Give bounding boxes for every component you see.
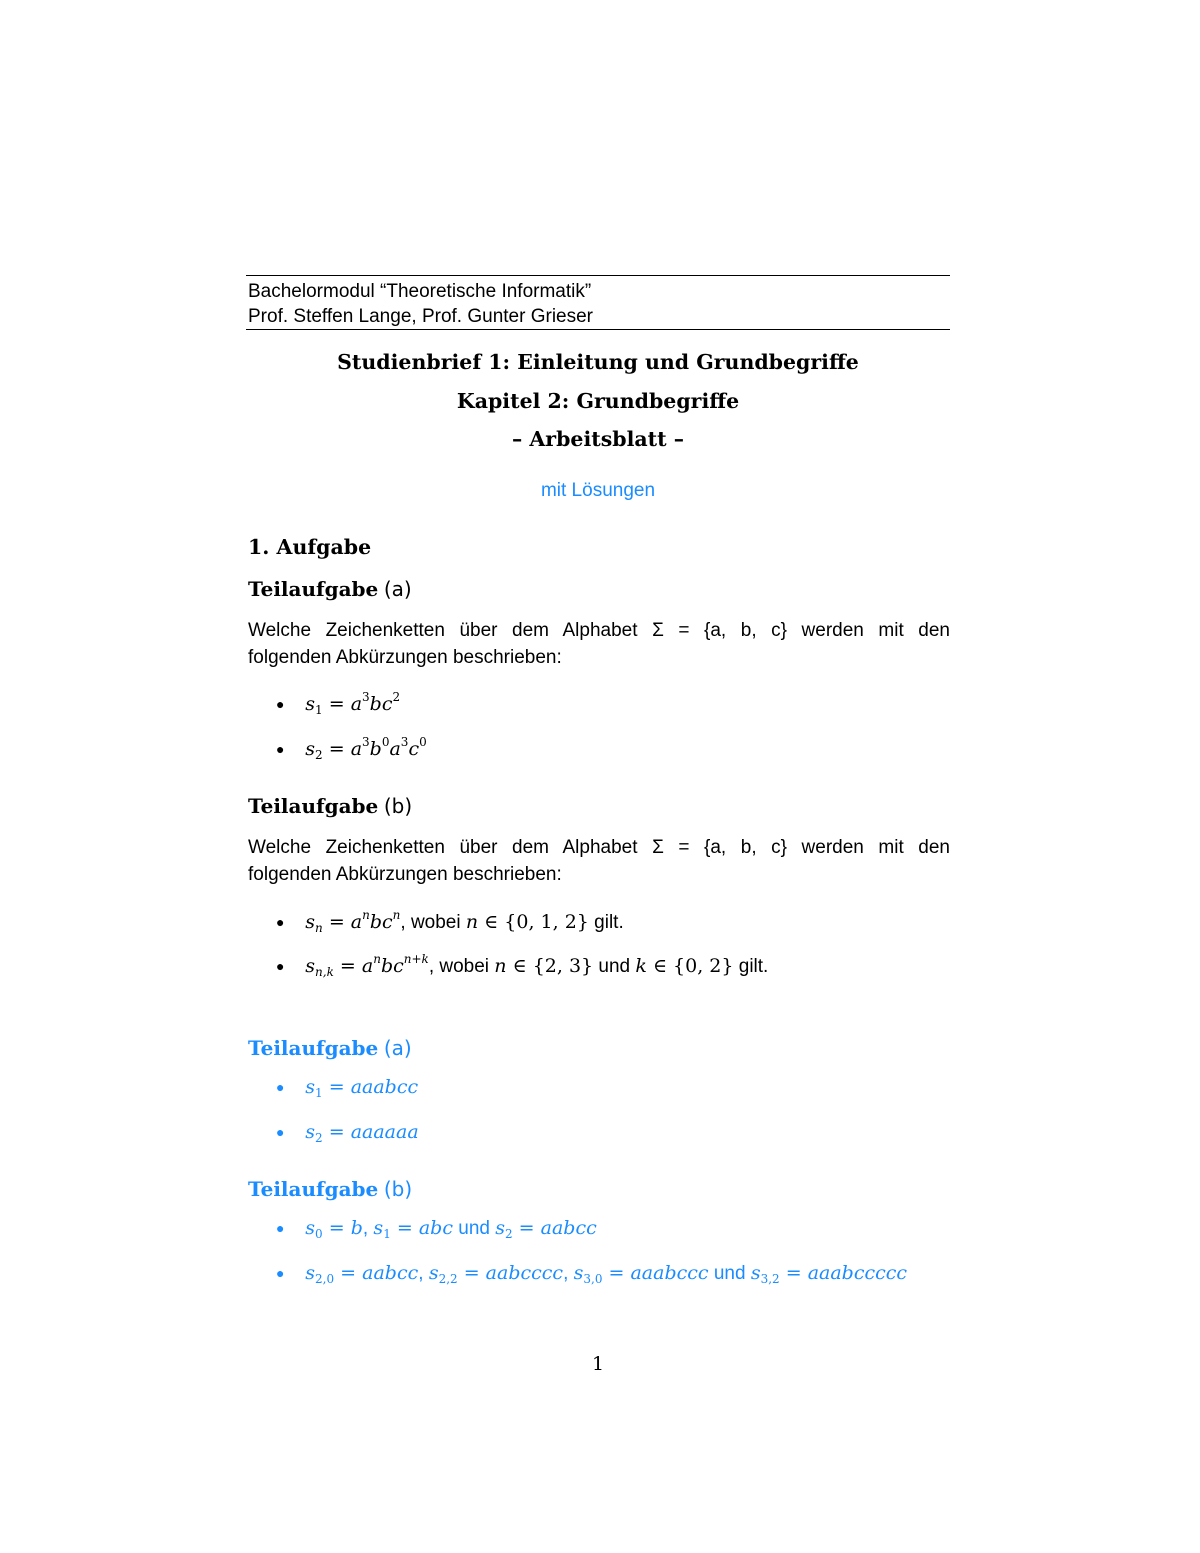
part-b-question-line1: Welche Zeichenketten über dem Alphabet Σ = {a, b, c} werden mit den <box>248 837 950 858</box>
authors: Prof. Steffen Lange, Prof. Gunter Grieser <box>248 306 593 327</box>
part-a-question-line1: Welche Zeichenketten über dem Alphabet Σ = {a, b, c} werden mit den <box>248 620 950 641</box>
part-a-question-line2: folgenden Abkürzungen beschrieben: <box>248 647 562 668</box>
solution-b-heading: Teilaufgabe (b) <box>248 1177 413 1201</box>
solution-b-snk: ● $s_{2,0}$ = aabcc, $s_{2,2}$ = aabcccc, $s_{3,0}$ = aaabccc und $s_{3,2}$ = aaabccccc <box>276 1262 908 1286</box>
chapter-title: Kapitel 2: Grundbegriffe <box>456 389 740 413</box>
bullet-icon: ● <box>276 958 285 974</box>
bullet-icon: ● <box>276 696 285 712</box>
solution-a-s1: ● $s_1$ = aaabcc <box>276 1076 419 1100</box>
task-heading: 1. Aufgabe <box>248 535 372 559</box>
part-a-item-s2: ● $s_2 = a^3b^0a^3c^0$ <box>276 735 427 762</box>
header-top-rule <box>246 275 950 276</box>
part-b-item-snk: ● $s_{n,k} = a^nbc^{n+k}$, wobei n ∈ {2, 3} und k ∈ {0, 2} gilt. <box>276 952 769 979</box>
part-b-question-line2: folgenden Abkürzungen beschrieben: <box>248 864 562 885</box>
studienbrief-title: Studienbrief 1: Einleitung und Grundbegriffe <box>337 350 859 374</box>
bullet-icon: ● <box>276 1124 285 1140</box>
bullet-icon: ● <box>276 1265 285 1281</box>
solution-a-s2: ● $s_2$ = aaaaaa <box>276 1121 419 1145</box>
part-a-item-s1: ● $s_1 = a^3bc^2$ <box>276 690 401 717</box>
part-a-question <box>248 617 950 671</box>
part-b-item-sn: ● $s_n = a^nbc^n$, wobei n ∈ {0, 1, 2} gilt. <box>276 908 624 935</box>
bullet-icon: ● <box>276 1079 285 1095</box>
solution-b-sn: ● $s_0 = b$, $s_1$ = abc und $s_2$ = aabcc <box>276 1217 597 1241</box>
course-title: Bachelormodul “Theoretische Informatik” <box>248 281 592 302</box>
part-b-question <box>248 834 950 888</box>
worksheet-title: – Arbeitsblatt – <box>512 427 684 451</box>
page-number: 1 <box>591 1353 605 1375</box>
bullet-icon: ● <box>276 1220 285 1236</box>
solution-a-heading: Teilaufgabe (a) <box>248 1036 412 1060</box>
solutions-note: mit Lösungen <box>540 480 656 501</box>
part-b-heading: Teilaufgabe (b) <box>248 794 413 818</box>
header-bottom-rule <box>246 329 950 330</box>
part-a-heading: Teilaufgabe (a) <box>248 577 412 601</box>
bullet-icon: ● <box>276 914 285 930</box>
bullet-icon: ● <box>276 741 285 757</box>
